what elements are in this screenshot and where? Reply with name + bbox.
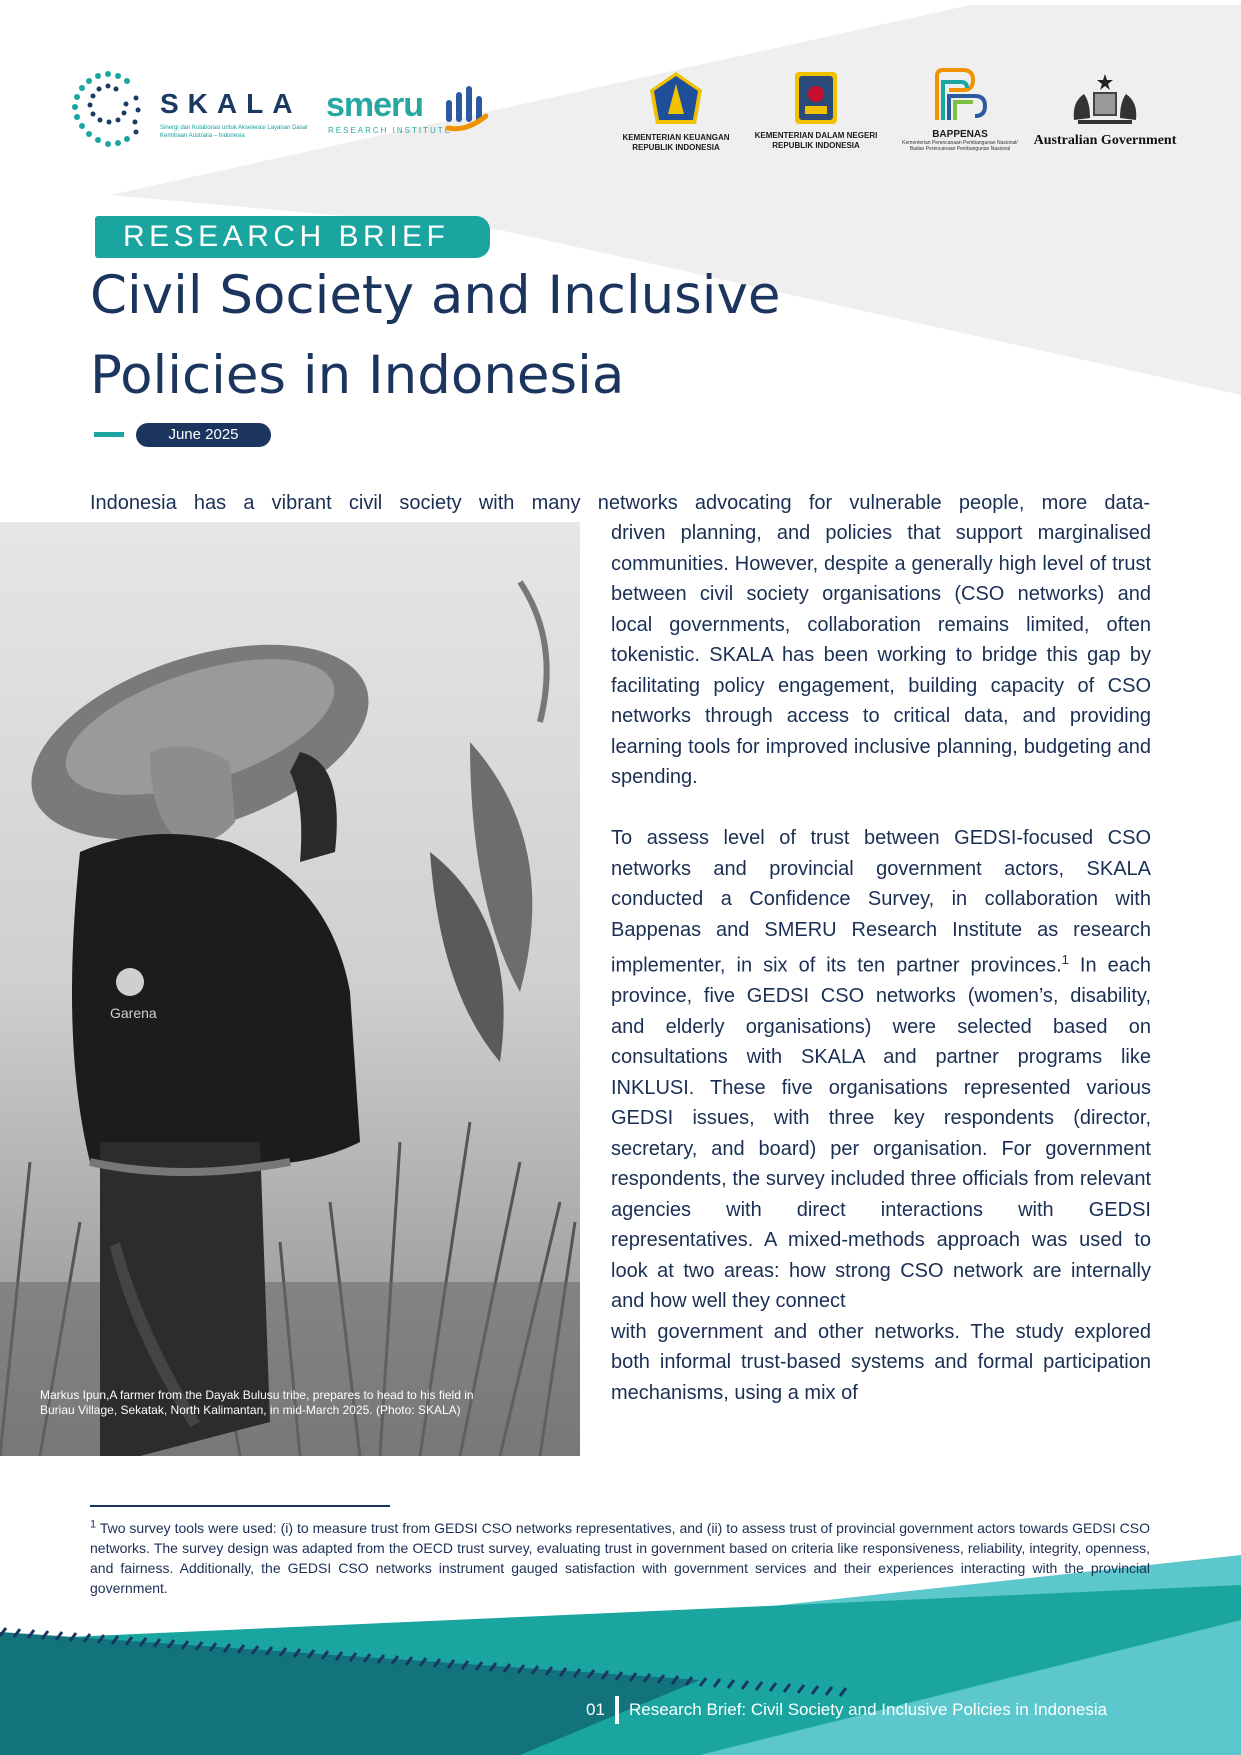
kemenkeu-logo [616, 70, 736, 153]
page-number: 01 [586, 1700, 605, 1719]
footnote-divider [90, 1505, 390, 1507]
smeru-wordmark: smeru [326, 86, 424, 124]
document-type-tag: RESEARCH BRIEF [95, 216, 490, 258]
footnote-reference[interactable]: 1 [1061, 952, 1069, 967]
body-paragraph: driven planning, and policies that support marginalised communities. However, despite a generally high level of trust between civil society organisations (CSO networks) and local governments, collaboration remains limited, often tokenistic. SKALA has been working to bridge this gap by facilitating policy engagement, building capacity of CSO networks through access to critical data, and providing learning tools for improved inclusive planning, budgeting and spending. [611, 522, 1151, 788]
bappenas-emblem-icon [929, 66, 991, 124]
footnote-number: 1 [90, 1518, 97, 1531]
smeru-bars-icon [444, 86, 488, 132]
bappenas-name: BAPPENAS [932, 129, 988, 140]
kemenkeu-emblem-icon [646, 70, 706, 128]
date-accent-dash [94, 432, 124, 437]
australian-government-logo [1030, 72, 1180, 149]
smeru-logo [326, 86, 491, 146]
farmer-photo [0, 522, 580, 1456]
footnote-text: Two survey tools were used: (i) to measure trust from GEDSI CSO networks representatives, and (ii) to assess trust of provincial government actors towards GEDSI CSO networks. The survey design was adapted from the OECD trust survey, evaluating trust in government based on criteria like responsiveness, reliability, integrity, openness, and fairness. Additionally, the GEDSI CSO networks instrument gauged satisfaction with government services and their experiences interacting with the provincial government. [90, 1520, 1150, 1596]
kemendagri-logo [746, 70, 886, 151]
footnote [90, 1518, 1150, 1598]
skala-wordmark: SKALA [160, 88, 302, 119]
running-title: Research Brief: Civil Society and Inclusive Policies in Indonesia [629, 1700, 1108, 1719]
bappenas-tagline: Kementerian Perencanaan Pembangunan Nasional/ Badan Perencanaan Pembangunan Nasional [902, 140, 1018, 152]
kemenkeu-name: KEMENTERIAN KEUANGAN REPUBLIK INDONESIA [622, 133, 730, 152]
kemendagri-name: KEMENTERIAN DALAM NEGERI REPUBLIK INDONESIA [754, 131, 878, 150]
australian-coat-of-arms-icon [1068, 72, 1142, 128]
smeru-tagline: RESEARCH INSTITUTE [328, 126, 453, 135]
bappenas-logo [898, 66, 1022, 152]
skala-tagline: Sinergi dan Kolaborasi untuk Akselerasi Layanan Dasar Kemitraan Australia – Indonesia [160, 125, 309, 139]
body-column [611, 518, 1151, 1408]
date-badge: June 2025 [136, 423, 271, 447]
photo-caption: Markus Ipun,A farmer from the Dayak Bulusu tribe, prepares to head to his field in Buriau Village, Sekatak, North Kalimantan, in mid-March 2025. (Photo: SKALA) [40, 1388, 474, 1417]
footer-separator [615, 1696, 619, 1724]
body-paragraph: with government and other networks. The study explored both informal trust-based systems and formal participation mechanisms, using a mix of [611, 1320, 1151, 1404]
farmer-photo-illustration [0, 522, 580, 1456]
skala-logo [68, 68, 308, 158]
body-paragraph-text: In each province, five GEDSI CSO networks (women’s, disability, and elderly organisations) were selected based on consultations with SKALA and partner programs like INKLUSI. These five organisations represented various GEDSI issues, with three key respondents (director, secretary, and board) per organisation. For government respondents, the survey included three officials from relevant agencies with direct interactions with GEDSI representatives. A mixed-methods approach was used to look at two areas: how strong CSO network are internally and how well they connect [611, 954, 1151, 1313]
kemendagri-emblem-icon [791, 70, 841, 126]
lead-paragraph-line: Indonesia has a vibrant civil society with many networks advocating for vulnerable people, more data- [90, 492, 1150, 514]
page-title: Civil Society and Inclusive Policies in Indonesia [90, 265, 781, 406]
body-paragraph-text: To assess level of trust between GEDSI-focused CSO networks and provincial government actors, SKALA conducted a Confidence Survey, in collaboration with Bappenas and SMERU Research Institute as research implementer, in six of its ten partner provinces. [611, 827, 1151, 977]
skala-dot-spiral-icon [68, 68, 152, 154]
australian-government-name: Australian Government [1033, 133, 1177, 148]
shirt-logo-text: Garena [110, 1005, 157, 1021]
body-paragraph [611, 823, 1151, 1317]
